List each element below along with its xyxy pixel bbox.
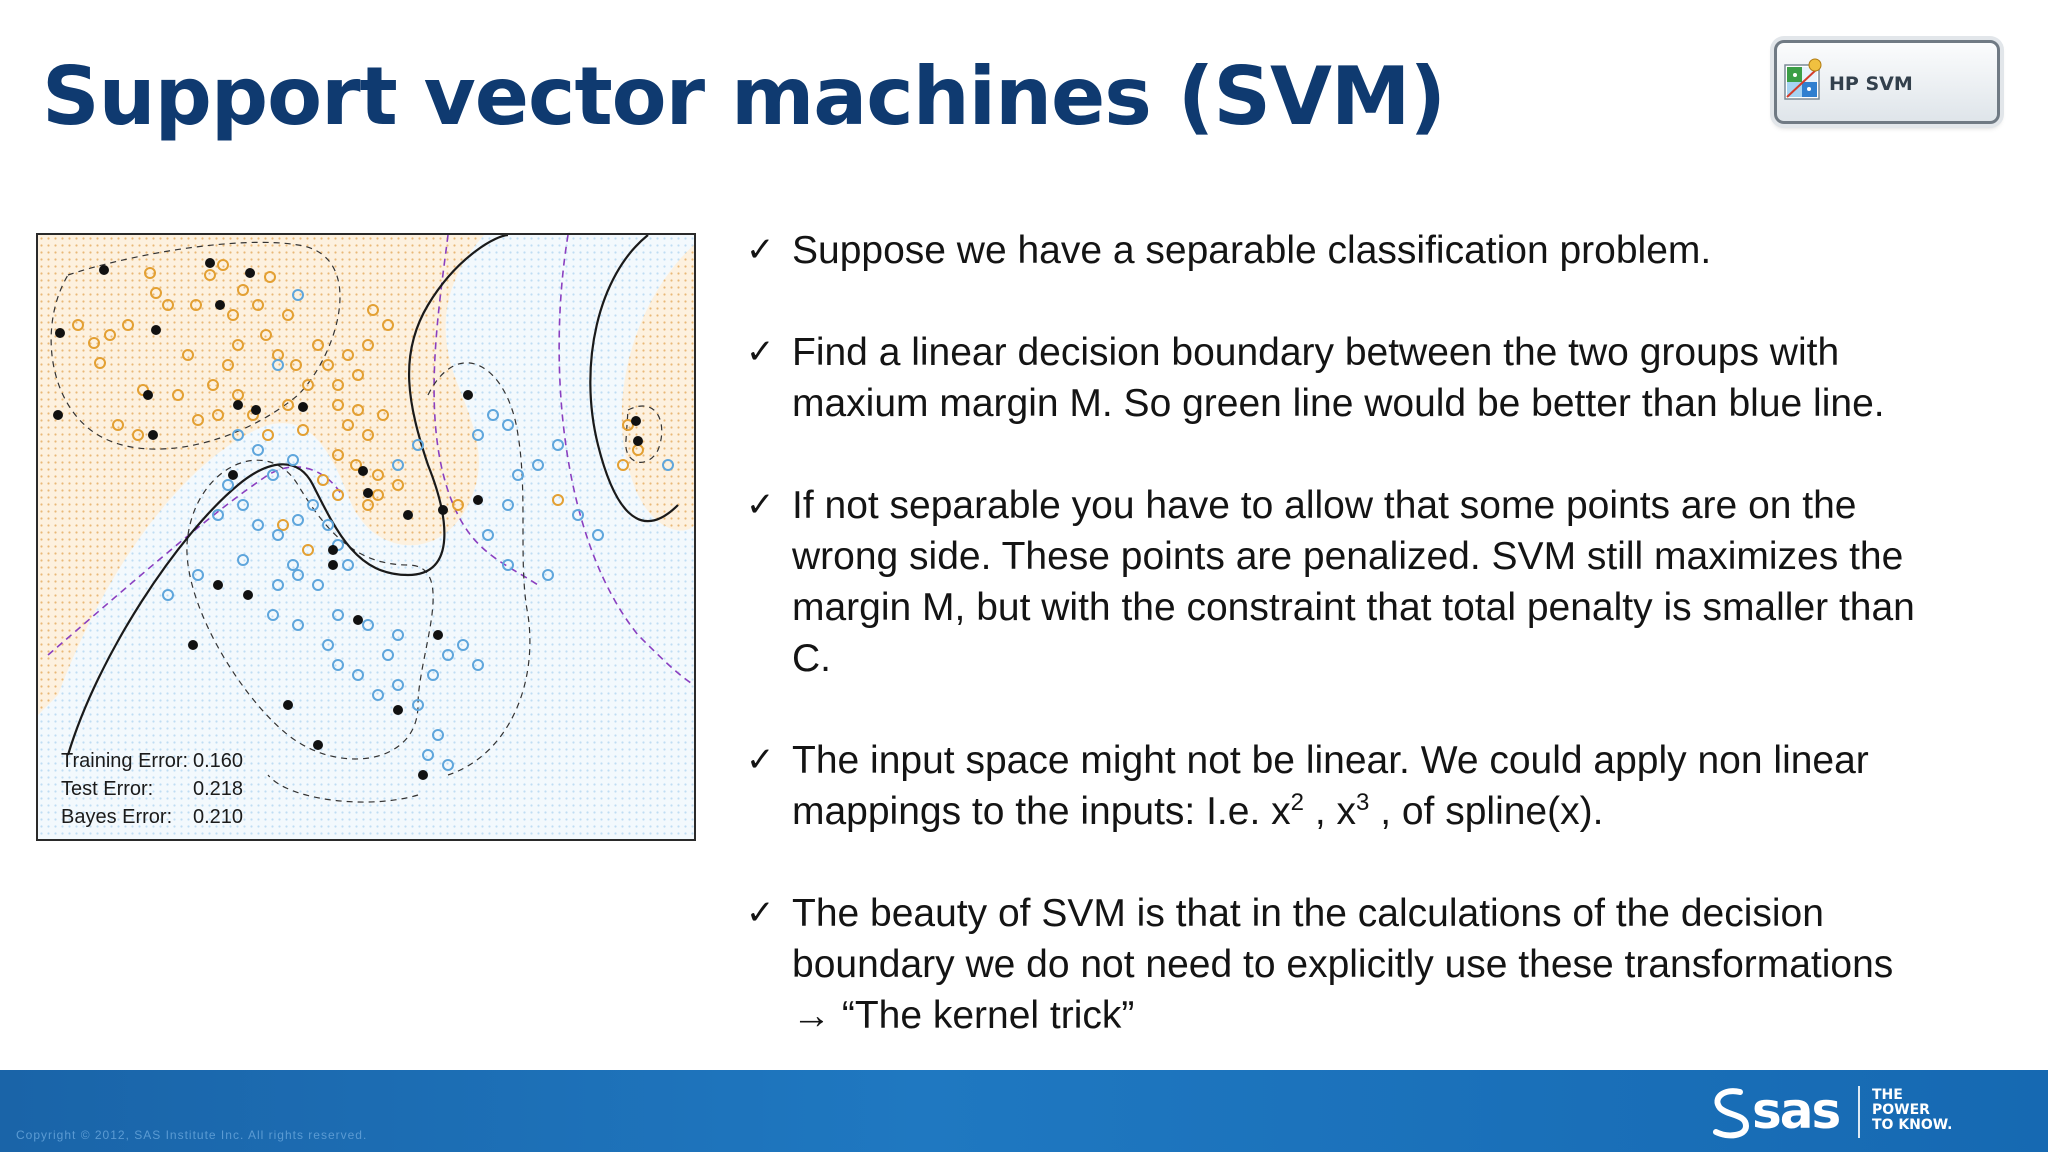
tagline: [1872, 1088, 1952, 1133]
mappings-text: mappings to the inputs: I.e. x: [792, 790, 1291, 833]
bullet-not-separable: [746, 480, 2036, 684]
hp-svm-label: HP SVM: [1829, 73, 1913, 95]
bullet-line: → “The kernel trick”: [792, 994, 1135, 1037]
bullet-line-mappings: [792, 786, 2036, 837]
check-icon: ✓: [746, 485, 775, 525]
bullet-line: C.: [792, 637, 831, 680]
bullet-separable: [746, 225, 2036, 276]
tagline-line: POWER: [1872, 1102, 1930, 1118]
bullet-max-margin: [746, 327, 2036, 429]
bullet-list: [746, 225, 2036, 1041]
check-icon: ✓: [746, 332, 775, 372]
bullet-line: The beauty of SVM is that in the calculations of the decision: [792, 892, 1824, 935]
test-error-label: Test Error:: [61, 778, 154, 800]
bullet-nonlinear: [746, 735, 2036, 837]
mappings-text-mid: , x: [1303, 790, 1356, 833]
slide-title: Support vector machines (SVM): [42, 50, 1446, 143]
bullet-kernel-trick: [746, 888, 2036, 1041]
test-error-value: 0.218: [193, 778, 244, 800]
tagline-line: TO KNOW.: [1872, 1117, 1953, 1133]
superscript-3: 3: [1356, 789, 1370, 816]
bullet-line: Find a linear decision boundary between the two groups with: [792, 331, 1840, 374]
footer-bar: [0, 1070, 2048, 1152]
bayes-error-label: Bayes Error:: [61, 806, 173, 828]
training-error-label: Training Error:: [61, 750, 189, 772]
copyright-text: Copyright © 2012, SAS Institute Inc. All rights reserved.: [16, 1128, 368, 1142]
logo-divider: [1858, 1086, 1860, 1138]
sas-logo-text: sas: [1752, 1082, 1840, 1140]
superscript-2: 2: [1290, 789, 1304, 816]
hp-svm-button[interactable]: [1774, 40, 2000, 124]
bullet-line: Suppose we have a separable classification problem.: [792, 229, 1712, 272]
bayes-error-value: 0.210: [193, 806, 244, 828]
training-error-value: 0.160: [193, 750, 244, 772]
bullet-line: wrong side. These points are penalized. SVM still maximizes the: [792, 535, 1904, 578]
bullet-line: maxium margin M. So green line would be better than blue line.: [792, 382, 1885, 425]
svm-node-icon: [1783, 57, 1825, 103]
svm-plot-drawing: [38, 235, 694, 839]
bullet-line: boundary we do not need to explicitly use these transformations: [792, 943, 1894, 986]
check-icon: ✓: [746, 740, 775, 780]
bullet-line: If not separable you have to allow that some points are on the: [792, 484, 1857, 527]
check-icon: ✓: [746, 893, 775, 933]
check-icon: ✓: [746, 230, 775, 270]
tagline-line: THE: [1872, 1087, 1903, 1103]
mappings-text-end: , of spline(x).: [1369, 790, 1604, 833]
bullet-line: margin M, but with the constraint that total penalty is smaller than: [792, 586, 1915, 629]
bullet-line: The input space might not be linear. We could apply non linear: [792, 739, 1869, 782]
